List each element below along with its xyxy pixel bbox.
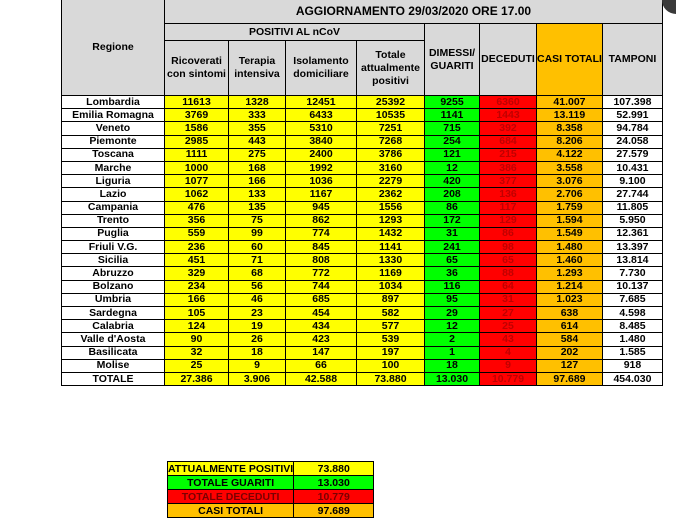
cell-isolamento: 3840	[286, 135, 357, 148]
cell-casi-totali: 1.214	[537, 280, 603, 293]
cell-ricoverati: 476	[165, 201, 229, 214]
cell-dimessi: 18	[425, 359, 480, 372]
table-row	[62, 280, 663, 293]
cell-ricoverati: 329	[165, 267, 229, 280]
cell-casi-totali: 1.759	[537, 201, 603, 214]
cell-ricoverati: 27.386	[165, 372, 229, 385]
cell-casi-totali: 1.549	[537, 227, 603, 240]
cell-ricoverati: 25	[165, 359, 229, 372]
cell-totale-positivi: 1293	[357, 214, 425, 227]
cell-terapia: 355	[229, 122, 286, 135]
table-row	[62, 346, 663, 359]
cell-terapia: 18	[229, 346, 286, 359]
cell-casi-totali: 614	[537, 320, 603, 333]
cell-isolamento: 2400	[286, 148, 357, 161]
cell-isolamento: 454	[286, 307, 357, 320]
summary-value: 13.030	[294, 476, 374, 490]
cell-dimessi: 36	[425, 267, 480, 280]
cell-totale-positivi: 3786	[357, 148, 425, 161]
summary-table	[167, 461, 374, 518]
cell-casi-totali: 584	[537, 333, 603, 346]
table-row	[62, 227, 663, 240]
cell-deceduti: 25	[480, 320, 537, 333]
cell-regione: Sardegna	[62, 307, 165, 320]
cell-dimessi: 254	[425, 135, 480, 148]
cell-terapia: 9	[229, 359, 286, 372]
cell-tamponi: 24.058	[602, 135, 662, 148]
table-row	[62, 241, 663, 254]
cell-tamponi: 13.397	[602, 241, 662, 254]
cell-regione: Trento	[62, 214, 165, 227]
cell-terapia: 60	[229, 241, 286, 254]
cell-casi-totali: 1.594	[537, 214, 603, 227]
cell-ricoverati: 356	[165, 214, 229, 227]
table-row	[62, 148, 663, 161]
table-row	[62, 201, 663, 214]
cell-dimessi: 116	[425, 280, 480, 293]
cell-tamponi: 7.730	[602, 267, 662, 280]
cell-isolamento: 808	[286, 254, 357, 267]
cell-regione: Liguria	[62, 175, 165, 188]
cell-ricoverati: 124	[165, 320, 229, 333]
cell-deceduti: 31	[480, 293, 537, 306]
header-totale-positivi: Totale attualmente positivi	[357, 41, 425, 96]
cell-isolamento: 845	[286, 241, 357, 254]
cell-deceduti: 129	[480, 214, 537, 227]
cell-regione: Sicilia	[62, 254, 165, 267]
cell-terapia: 166	[229, 175, 286, 188]
cell-regione: Basilicata	[62, 346, 165, 359]
table-row	[62, 254, 663, 267]
cell-totale-positivi: 539	[357, 333, 425, 346]
cell-regione: Molise	[62, 359, 165, 372]
cell-casi-totali: 41.007	[537, 96, 603, 109]
table-row	[62, 293, 663, 306]
cell-dimessi: 65	[425, 254, 480, 267]
cell-regione: Lazio	[62, 188, 165, 201]
cell-terapia: 135	[229, 201, 286, 214]
cell-isolamento: 147	[286, 346, 357, 359]
cell-regione: Emilia Romagna	[62, 109, 165, 122]
summary-row	[168, 490, 374, 504]
summary-row	[168, 504, 374, 518]
table-row	[62, 267, 663, 280]
cell-casi-totali: 1.460	[537, 254, 603, 267]
cell-dimessi: 241	[425, 241, 480, 254]
cell-tamponi: 454.030	[602, 372, 662, 385]
cell-isolamento: 434	[286, 320, 357, 333]
cell-isolamento: 772	[286, 267, 357, 280]
cell-tamponi: 4.598	[602, 307, 662, 320]
table-row	[62, 109, 663, 122]
cell-terapia: 333	[229, 109, 286, 122]
cell-casi-totali: 4.122	[537, 148, 603, 161]
cell-isolamento: 6433	[286, 109, 357, 122]
table-row	[62, 333, 663, 346]
cell-deceduti: 684	[480, 135, 537, 148]
cell-totale-positivi: 1169	[357, 267, 425, 280]
header-casi-totali: CASI TOTALI	[537, 24, 603, 96]
cell-totale-positivi: 2279	[357, 175, 425, 188]
cell-tamponi: 10.137	[602, 280, 662, 293]
cell-isolamento: 1036	[286, 175, 357, 188]
cell-tamponi: 12.361	[602, 227, 662, 240]
cell-deceduti: 10.779	[480, 372, 537, 385]
cell-tamponi: 7.685	[602, 293, 662, 306]
cell-ricoverati: 1077	[165, 175, 229, 188]
cell-totale-positivi: 7268	[357, 135, 425, 148]
header-ricoverati: Ricoverati con sintomi	[165, 41, 229, 96]
cell-terapia: 19	[229, 320, 286, 333]
cell-casi-totali: 1.293	[537, 267, 603, 280]
cell-deceduti: 392	[480, 122, 537, 135]
header-dimessi: DIMESSI/ GUARITI	[425, 24, 480, 96]
cell-deceduti: 9	[480, 359, 537, 372]
summary-value: 73.880	[294, 462, 374, 476]
table-row	[62, 175, 663, 188]
cell-terapia: 99	[229, 227, 286, 240]
cell-tamponi: 94.784	[602, 122, 662, 135]
summary-row	[168, 462, 374, 476]
table-row	[62, 96, 663, 109]
table-row	[62, 307, 663, 320]
window-corner-decoration	[662, 0, 676, 14]
cell-deceduti: 86	[480, 227, 537, 240]
header-regione: Regione	[62, 0, 165, 96]
table-row	[62, 320, 663, 333]
cell-deceduti: 215	[480, 148, 537, 161]
cell-terapia: 443	[229, 135, 286, 148]
cell-deceduti: 98	[480, 241, 537, 254]
covid-data-table	[61, 0, 663, 386]
cell-terapia: 133	[229, 188, 286, 201]
cell-isolamento: 1992	[286, 161, 357, 174]
cell-deceduti: 65	[480, 254, 537, 267]
header-deceduti: DECEDUTI	[480, 24, 537, 96]
cell-regione: Calabria	[62, 320, 165, 333]
cell-tamponi: 1.585	[602, 346, 662, 359]
header-update: AGGIORNAMENTO 29/03/2020 ORE 17.00	[165, 0, 663, 24]
cell-tamponi: 13.814	[602, 254, 662, 267]
cell-casi-totali: 8.358	[537, 122, 603, 135]
cell-ricoverati: 559	[165, 227, 229, 240]
cell-ricoverati: 236	[165, 241, 229, 254]
cell-totale-positivi: 73.880	[357, 372, 425, 385]
cell-terapia: 71	[229, 254, 286, 267]
cell-ricoverati: 1000	[165, 161, 229, 174]
cell-regione: Puglia	[62, 227, 165, 240]
cell-isolamento: 744	[286, 280, 357, 293]
cell-ricoverati: 3769	[165, 109, 229, 122]
cell-dimessi: 172	[425, 214, 480, 227]
cell-regione: Campania	[62, 201, 165, 214]
table-row	[62, 214, 663, 227]
cell-deceduti: 1443	[480, 109, 537, 122]
cell-isolamento: 685	[286, 293, 357, 306]
cell-casi-totali: 97.689	[537, 372, 603, 385]
header-isolamento: Isolamento domiciliare	[286, 41, 357, 96]
cell-deceduti: 4	[480, 346, 537, 359]
cell-totale-positivi: 3160	[357, 161, 425, 174]
cell-totale-positivi: 7251	[357, 122, 425, 135]
cell-regione: Valle d'Aosta	[62, 333, 165, 346]
table-row	[62, 122, 663, 135]
cell-ricoverati: 166	[165, 293, 229, 306]
cell-isolamento: 5310	[286, 122, 357, 135]
cell-dimessi: 420	[425, 175, 480, 188]
cell-isolamento: 12451	[286, 96, 357, 109]
cell-casi-totali: 1.023	[537, 293, 603, 306]
cell-ricoverati: 105	[165, 307, 229, 320]
cell-dimessi: 31	[425, 227, 480, 240]
cell-dimessi: 12	[425, 161, 480, 174]
cell-terapia: 75	[229, 214, 286, 227]
header-terapia: Terapia intensiva	[229, 41, 286, 96]
cell-deceduti: 386	[480, 161, 537, 174]
cell-casi-totali: 8.206	[537, 135, 603, 148]
cell-ricoverati: 451	[165, 254, 229, 267]
summary-value: 97.689	[294, 504, 374, 518]
summary-label: TOTALE DECEDUTI	[168, 490, 294, 504]
cell-dimessi: 29	[425, 307, 480, 320]
cell-regione: Lombardia	[62, 96, 165, 109]
cell-deceduti: 377	[480, 175, 537, 188]
cell-dimessi: 86	[425, 201, 480, 214]
summary-row	[168, 476, 374, 490]
cell-terapia: 26	[229, 333, 286, 346]
cell-regione: Friuli V.G.	[62, 241, 165, 254]
cell-tamponi: 9.100	[602, 175, 662, 188]
cell-regione: Marche	[62, 161, 165, 174]
cell-isolamento: 42.588	[286, 372, 357, 385]
cell-casi-totali: 1.480	[537, 241, 603, 254]
cell-tamponi: 1.480	[602, 333, 662, 346]
cell-casi-totali: 3.558	[537, 161, 603, 174]
cell-tamponi: 27.744	[602, 188, 662, 201]
cell-dimessi: 715	[425, 122, 480, 135]
cell-dimessi: 95	[425, 293, 480, 306]
cell-terapia: 275	[229, 148, 286, 161]
cell-dimessi: 121	[425, 148, 480, 161]
cell-dimessi: 208	[425, 188, 480, 201]
table-row	[62, 188, 663, 201]
cell-dimessi: 13.030	[425, 372, 480, 385]
cell-regione: Veneto	[62, 122, 165, 135]
totals-row	[62, 372, 663, 385]
cell-terapia: 46	[229, 293, 286, 306]
cell-tamponi: 10.431	[602, 161, 662, 174]
cell-totale-positivi: 897	[357, 293, 425, 306]
cell-tamponi: 918	[602, 359, 662, 372]
cell-tamponi: 107.398	[602, 96, 662, 109]
cell-isolamento: 423	[286, 333, 357, 346]
cell-dimessi: 1	[425, 346, 480, 359]
cell-isolamento: 862	[286, 214, 357, 227]
cell-casi-totali: 127	[537, 359, 603, 372]
cell-ricoverati: 1062	[165, 188, 229, 201]
cell-ricoverati: 2985	[165, 135, 229, 148]
cell-casi-totali: 638	[537, 307, 603, 320]
cell-dimessi: 2	[425, 333, 480, 346]
cell-ricoverati: 11613	[165, 96, 229, 109]
cell-regione: Toscana	[62, 148, 165, 161]
cell-totale-positivi: 582	[357, 307, 425, 320]
cell-totale-positivi: 1330	[357, 254, 425, 267]
cell-regione: TOTALE	[62, 372, 165, 385]
cell-regione: Bolzano	[62, 280, 165, 293]
cell-isolamento: 945	[286, 201, 357, 214]
cell-deceduti: 136	[480, 188, 537, 201]
cell-terapia: 56	[229, 280, 286, 293]
cell-totale-positivi: 100	[357, 359, 425, 372]
cell-totale-positivi: 1432	[357, 227, 425, 240]
cell-totale-positivi: 2362	[357, 188, 425, 201]
cell-tamponi: 5.950	[602, 214, 662, 227]
summary-value: 10.779	[294, 490, 374, 504]
summary-label: ATTUALMENTE POSITIVI	[168, 462, 294, 475]
cell-deceduti: 64	[480, 280, 537, 293]
cell-dimessi: 9255	[425, 96, 480, 109]
cell-totale-positivi: 1141	[357, 241, 425, 254]
cell-deceduti: 117	[480, 201, 537, 214]
cell-totale-positivi: 25392	[357, 96, 425, 109]
header-positivi-group: POSITIVI AL nCoV	[165, 24, 425, 41]
cell-casi-totali: 3.076	[537, 175, 603, 188]
cell-ricoverati: 234	[165, 280, 229, 293]
cell-deceduti: 43	[480, 333, 537, 346]
table-row	[62, 359, 663, 372]
cell-dimessi: 1141	[425, 109, 480, 122]
cell-terapia: 68	[229, 267, 286, 280]
cell-tamponi: 11.805	[602, 201, 662, 214]
table-row	[62, 161, 663, 174]
cell-isolamento: 66	[286, 359, 357, 372]
cell-tamponi: 52.991	[602, 109, 662, 122]
cell-terapia: 3.906	[229, 372, 286, 385]
summary-label: CASI TOTALI	[168, 504, 294, 518]
cell-isolamento: 774	[286, 227, 357, 240]
cell-tamponi: 27.579	[602, 148, 662, 161]
cell-regione: Piemonte	[62, 135, 165, 148]
cell-totale-positivi: 10535	[357, 109, 425, 122]
cell-isolamento: 1167	[286, 188, 357, 201]
cell-deceduti: 88	[480, 267, 537, 280]
summary-label: TOTALE GUARITI	[168, 476, 294, 490]
cell-dimessi: 12	[425, 320, 480, 333]
cell-deceduti: 27	[480, 307, 537, 320]
cell-totale-positivi: 197	[357, 346, 425, 359]
cell-ricoverati: 1111	[165, 148, 229, 161]
cell-ricoverati: 1586	[165, 122, 229, 135]
cell-terapia: 23	[229, 307, 286, 320]
cell-totale-positivi: 1556	[357, 201, 425, 214]
cell-casi-totali: 2.706	[537, 188, 603, 201]
cell-regione: Umbria	[62, 293, 165, 306]
cell-ricoverati: 90	[165, 333, 229, 346]
cell-terapia: 1328	[229, 96, 286, 109]
table-row	[62, 135, 663, 148]
cell-totale-positivi: 577	[357, 320, 425, 333]
cell-regione: Abruzzo	[62, 267, 165, 280]
cell-deceduti: 6360	[480, 96, 537, 109]
cell-terapia: 168	[229, 161, 286, 174]
header-tamponi: TAMPONI	[602, 24, 662, 96]
cell-casi-totali: 13.119	[537, 109, 603, 122]
cell-casi-totali: 202	[537, 346, 603, 359]
cell-ricoverati: 32	[165, 346, 229, 359]
cell-tamponi: 8.485	[602, 320, 662, 333]
cell-totale-positivi: 1034	[357, 280, 425, 293]
